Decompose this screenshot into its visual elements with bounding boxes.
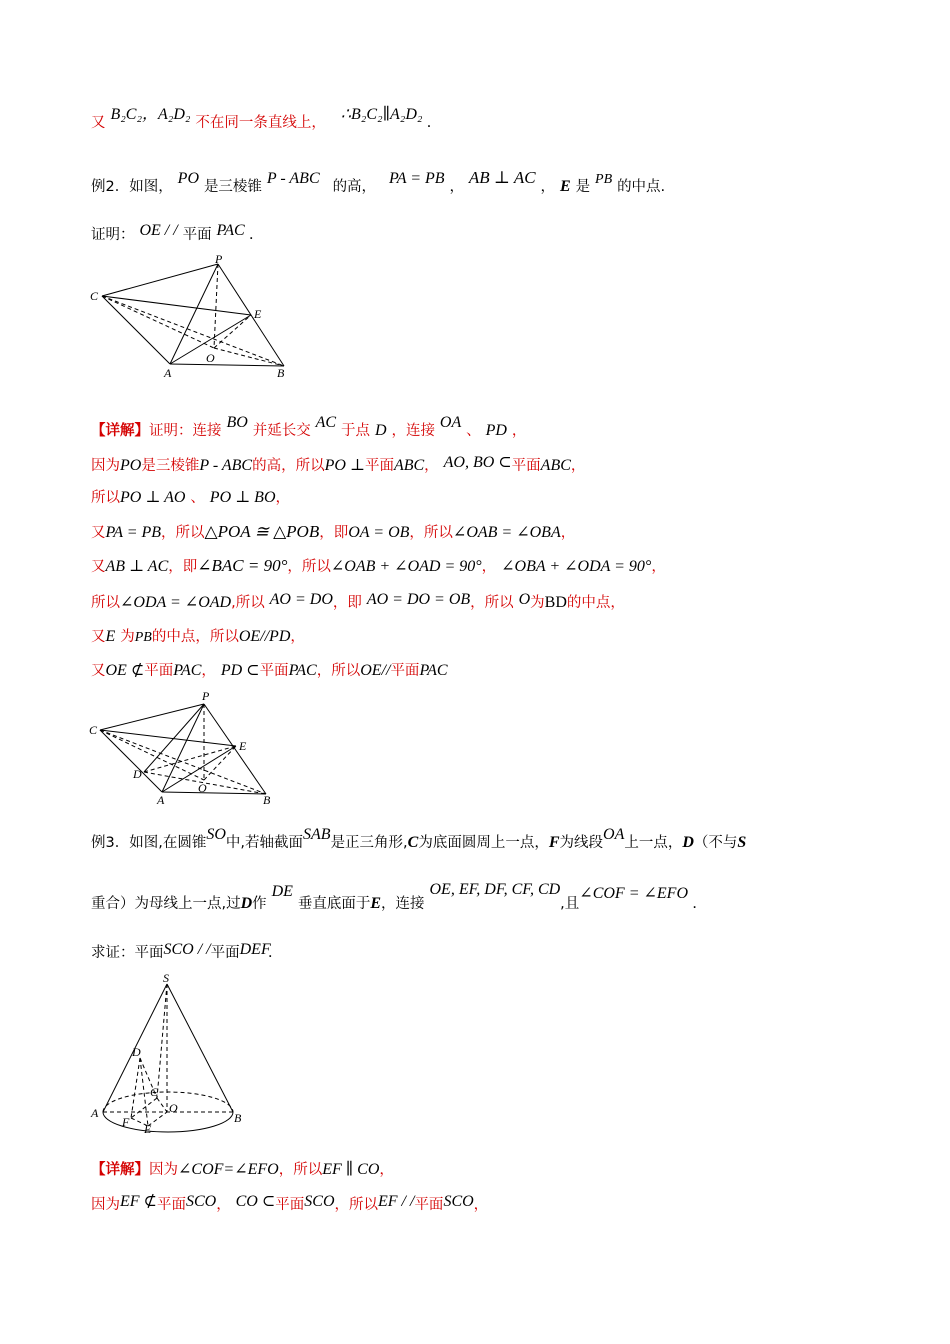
sol2-line3 <box>91 487 290 508</box>
sol3-line2 <box>91 1194 488 1215</box>
math: ∠OBA + ∠ODA = 90° <box>501 558 652 575</box>
edge-ob <box>214 348 284 366</box>
text: 因为 <box>91 1197 120 1213</box>
text: ， <box>379 1162 394 1178</box>
text: ， <box>511 423 527 439</box>
edge-co <box>102 296 214 348</box>
text: 作 <box>252 896 267 912</box>
math: P - ABC <box>266 170 320 187</box>
text: 于点 <box>341 423 371 439</box>
text: ,且 <box>560 896 580 912</box>
text: . <box>249 226 254 243</box>
label-a: A <box>157 793 165 807</box>
label-e: E <box>254 307 262 321</box>
math: DE <box>271 883 293 900</box>
math: D <box>240 895 253 912</box>
segment-co <box>157 1098 167 1112</box>
text: . <box>692 895 697 912</box>
math: BD <box>544 594 567 611</box>
text: 是三棱锥 <box>203 179 262 195</box>
edge-pb <box>204 704 266 794</box>
math: OE//PD <box>238 628 291 645</box>
text: 平面 <box>275 1197 305 1213</box>
text: ，即 <box>332 595 362 611</box>
math: PA = PB <box>389 170 445 187</box>
math: ∠OAB = ∠OBA <box>452 524 561 541</box>
math: PO ⊥ BO <box>209 489 276 506</box>
label-o: O <box>169 1101 178 1115</box>
math: D <box>374 422 387 439</box>
text: 的高，所以 <box>252 458 325 474</box>
math: C <box>407 834 419 851</box>
math: PB <box>595 172 613 187</box>
sol2-line4 <box>91 522 575 543</box>
carry-line <box>91 106 432 133</box>
text: 又 <box>91 525 106 541</box>
figure-pyramid-1 <box>88 252 298 382</box>
figure-cone <box>88 970 258 1140</box>
text: 平面 <box>414 1197 444 1213</box>
math: PO <box>177 170 199 187</box>
text: 平面 <box>210 945 240 961</box>
label-a: A <box>91 1106 99 1120</box>
edge-ab <box>162 792 266 794</box>
label-b: B <box>263 793 271 807</box>
label-s: S <box>163 971 169 985</box>
math: SO <box>206 826 226 843</box>
math: P - ABC <box>199 457 253 474</box>
text: 平面 <box>156 1197 186 1213</box>
text: 不在同一条直线上， <box>195 115 326 131</box>
math: BO <box>226 414 248 431</box>
example-2-statement <box>91 168 666 198</box>
math: PD <box>485 422 507 439</box>
math: ABC <box>393 457 425 474</box>
sol2-line8 <box>91 660 448 681</box>
text: ，所以 <box>161 525 205 541</box>
text: 的中点， <box>566 595 625 611</box>
text: 平面 <box>144 663 174 679</box>
text: ， <box>570 458 586 474</box>
text: 又 <box>91 629 106 645</box>
math: EF ∥ CO <box>322 1161 380 1178</box>
math: EF / / <box>378 1193 415 1210</box>
text: ， <box>290 629 305 645</box>
math: OA <box>439 414 462 431</box>
text: ， <box>560 525 576 541</box>
text: 平面 <box>259 663 289 679</box>
text: ， <box>481 559 497 575</box>
generatrix-sb <box>167 984 233 1112</box>
math: ∠COF = ∠EFO <box>579 885 688 902</box>
math: ∠COF=∠EFO <box>178 1161 279 1178</box>
math: AB ⊥ AC <box>468 168 536 187</box>
math: AB ⊥ AC <box>105 558 169 575</box>
math: PO <box>120 457 142 474</box>
math: PAC <box>288 662 317 679</box>
text: 又 <box>91 115 106 131</box>
label-f: F <box>122 1115 130 1129</box>
sol3-line1 <box>91 1159 394 1180</box>
sol2-line7 <box>91 626 305 648</box>
label-c: C <box>89 723 98 737</box>
math: O <box>518 591 531 608</box>
text: 又 <box>91 663 106 679</box>
segment-cf <box>131 1098 157 1118</box>
example-3-goal <box>91 942 273 963</box>
text: 平面 <box>390 663 420 679</box>
text: 、 <box>466 423 481 439</box>
math: E <box>370 895 382 912</box>
example-3-line2 <box>91 881 697 914</box>
math: OE / / <box>139 222 178 239</box>
edge-oe <box>214 315 251 348</box>
math: PO ⊥ <box>324 457 365 474</box>
math: PO ⊥ AO <box>120 489 186 506</box>
math: SCO <box>443 1193 474 1210</box>
text: ，所以 <box>409 525 453 541</box>
math: AO, BO ⊂ <box>443 454 512 471</box>
text: 中,若轴截面 <box>225 835 304 851</box>
math: AO = DO = OB <box>366 591 471 608</box>
edge-cp <box>102 264 218 296</box>
edge-ab <box>170 364 284 366</box>
text: . <box>427 114 432 131</box>
math: ABC <box>540 457 571 474</box>
text: 例3．如图,在圆锥 <box>91 835 207 851</box>
label-e: E <box>239 739 247 753</box>
text: ， <box>473 1197 489 1213</box>
text: ，即 <box>319 525 349 541</box>
text: 垂直底面于 <box>297 896 371 912</box>
math: SCO <box>185 1193 217 1210</box>
text: 所以 <box>91 490 120 506</box>
text: ，所以 <box>334 1197 378 1213</box>
text: 所以 <box>91 595 120 611</box>
math: OE, EF, DF, CF, CD <box>429 881 561 898</box>
math: PD ⊂ <box>220 662 260 679</box>
label-c: C <box>90 289 99 303</box>
text: ， <box>275 490 290 506</box>
edge-ca <box>100 730 162 792</box>
text: 的中点，所以 <box>151 629 239 645</box>
text: ，连接 <box>381 896 425 912</box>
base-back-arc <box>103 1092 233 1112</box>
text: . <box>268 944 273 961</box>
edge-dp <box>144 704 204 772</box>
label-p: P <box>202 689 210 703</box>
text: 因为 <box>91 458 120 474</box>
text: 求证：平面 <box>91 945 164 961</box>
text: ,所以 <box>231 595 265 611</box>
text: ， <box>540 179 556 195</box>
sol2-line1 <box>91 414 527 441</box>
text: ， <box>201 663 216 679</box>
text: 又 <box>91 559 106 575</box>
label-d: D <box>132 1045 141 1059</box>
math: B₂C₂，A₂D₂ <box>110 106 191 123</box>
text: 的中点. <box>617 179 666 195</box>
text: 因为 <box>149 1162 178 1178</box>
text: 是 <box>575 179 591 195</box>
example-3-line1 <box>91 826 747 853</box>
math: AO = DO <box>269 591 333 608</box>
label-c: C <box>150 1085 159 1099</box>
text: ，所以 <box>470 595 514 611</box>
label-o: O <box>206 351 215 365</box>
math: ∠BAC = 90° <box>197 556 288 575</box>
math: ∠OAB + ∠OAD = 90° <box>330 558 482 575</box>
text: 证明：连接 <box>149 423 222 439</box>
text: ，即 <box>168 559 198 575</box>
text: ，连接 <box>391 423 435 439</box>
text: 为 <box>120 629 135 645</box>
text: 平面 <box>364 458 394 474</box>
text: 上一点， <box>624 835 683 851</box>
math: D <box>682 834 694 851</box>
math: OA = OB <box>348 524 410 541</box>
text: （不与 <box>693 835 738 851</box>
label-b: B <box>234 1111 242 1125</box>
proof-goal <box>91 224 254 245</box>
text: ，所以 <box>316 663 361 679</box>
text: ， <box>424 458 439 474</box>
math: PAC <box>419 662 448 679</box>
label-e: E <box>144 1122 152 1136</box>
edge-ce <box>102 296 251 315</box>
text: 、 <box>190 490 205 506</box>
math: SAB <box>303 826 331 843</box>
math: PA = PB <box>105 524 162 541</box>
text: ， <box>651 559 666 575</box>
label-p: P <box>215 252 223 266</box>
math: F <box>548 834 560 851</box>
math: E <box>105 628 116 645</box>
math: SCO <box>304 1193 335 1210</box>
text: 的高， <box>332 179 377 195</box>
text: 并延长交 <box>252 423 311 439</box>
example-label: 例2．如图， <box>91 179 173 195</box>
math: PAC <box>173 662 202 679</box>
figure-pyramid-2 <box>88 688 288 810</box>
math: CO ⊂ <box>235 1193 276 1210</box>
text: 为 <box>530 595 545 611</box>
sol2-line6 <box>91 592 625 613</box>
text: ，所以 <box>278 1162 323 1178</box>
math: DEF <box>239 941 269 958</box>
math: EF ⊄ <box>120 1193 157 1210</box>
text: ，所以 <box>287 559 331 575</box>
math: SCO / / <box>163 941 211 958</box>
math: S <box>737 834 747 851</box>
math: E <box>559 178 571 195</box>
text: 重合）为母线上一点,过 <box>91 896 241 912</box>
text: 平面 <box>182 227 212 243</box>
label-b: B <box>277 366 285 380</box>
label-a: A <box>164 366 172 380</box>
math: PAC <box>216 222 245 239</box>
sol2-line2 <box>91 455 585 476</box>
math: ∴B₂C₂∥A₂D₂ <box>340 106 423 123</box>
text: 为底面圆周上一点， <box>418 835 549 851</box>
edge-cp <box>100 704 204 730</box>
detail-tag: 【详解】 <box>91 423 149 439</box>
text: ， <box>216 1197 231 1213</box>
math: OE// <box>360 662 391 679</box>
detail-tag: 【详解】 <box>91 1162 149 1178</box>
text: 是三棱锥 <box>141 458 200 474</box>
math: AC <box>315 414 337 431</box>
math: OA <box>603 826 625 843</box>
edge-de <box>144 746 236 772</box>
text: 平面 <box>511 458 541 474</box>
label-o: O <box>198 781 207 795</box>
text: ， <box>449 179 464 195</box>
label-d: D <box>133 767 142 781</box>
text: 是正三角形, <box>330 835 408 851</box>
text: 证明： <box>91 227 135 243</box>
math: PB <box>134 630 152 645</box>
math: ∠ODA = ∠OAD <box>120 594 232 611</box>
text: 为线段 <box>559 835 604 851</box>
sol2-line5 <box>91 556 666 577</box>
math: △POA ≅ △POB <box>204 522 320 541</box>
math: OE ⊄ <box>105 662 145 679</box>
segment-df <box>131 1058 140 1118</box>
edge-ca <box>102 296 170 364</box>
